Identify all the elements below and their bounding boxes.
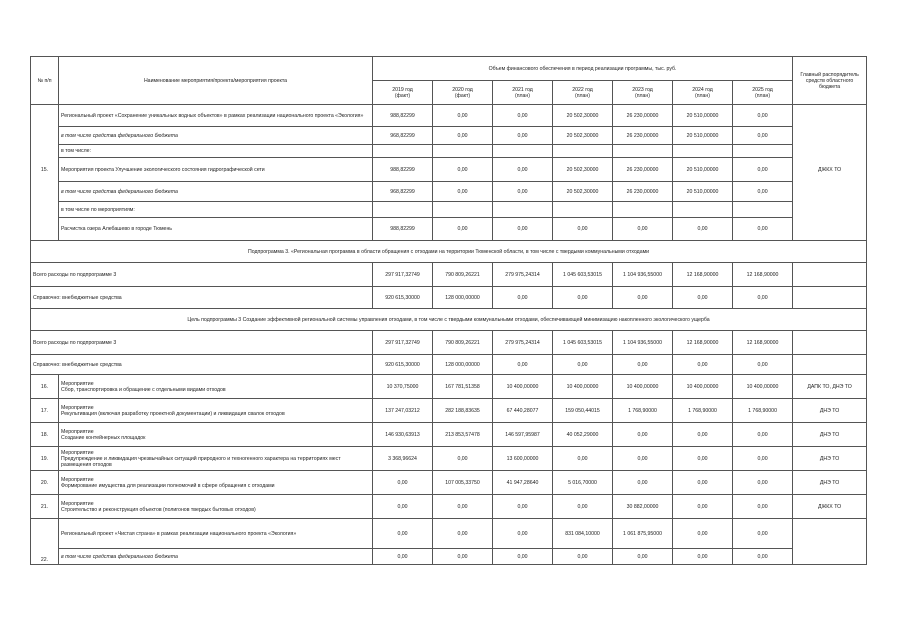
cell-value: 26 230,00000 <box>613 158 673 182</box>
cell-value: 0,00 <box>733 447 793 471</box>
subprogram-title: Подпрограмма 3. «Региональная программа в области обращения с отходами на территории Тюменской области, в том числе с твердыми коммунальными отходами <box>31 241 867 263</box>
cell-value: 0,00 <box>493 182 553 202</box>
extra-label: Справочно: внебюджетные средства <box>31 355 373 375</box>
cell-value: 20 502,30000 <box>553 182 613 202</box>
table-row <box>31 495 867 519</box>
cell-responsible <box>793 549 867 565</box>
cell-value: 0,00 <box>553 218 613 241</box>
cell-value: 0,00 <box>733 471 793 495</box>
row-name <box>59 471 373 495</box>
cell-value: 0,00 <box>493 495 553 519</box>
header-year: 2022 год (план) <box>553 81 613 105</box>
row-name <box>59 375 373 399</box>
cell-value: 0,00 <box>673 287 733 309</box>
cell-value: 0,00 <box>493 549 553 565</box>
cell-responsible <box>793 218 867 241</box>
cell-value: 0,00 <box>433 182 493 202</box>
row-num: 18. <box>31 423 59 447</box>
cell-value: 1 768,90000 <box>733 399 793 423</box>
cell-value: 10 400,00000 <box>613 375 673 399</box>
total-label: Всего расходы по подпрограмме 3 <box>31 263 373 287</box>
measure-kind: Мероприятие <box>61 428 94 435</box>
cell-value: 1 768,90000 <box>613 399 673 423</box>
header-year: 2021 год (план) <box>493 81 553 105</box>
cell-responsible <box>793 331 867 355</box>
cell-value: 12 168,90000 <box>733 331 793 355</box>
cell-value: 0,00 <box>613 447 673 471</box>
row-num <box>31 519 59 549</box>
cell-value: 0,00 <box>733 549 793 565</box>
row-num: 21. <box>31 495 59 519</box>
document-page <box>30 56 866 565</box>
cell-value: 0,00 <box>733 182 793 202</box>
cell-value: 10 400,00000 <box>553 375 613 399</box>
header-year: 2025 год (план) <box>733 81 793 105</box>
table-row <box>31 182 867 202</box>
row-num <box>31 105 59 127</box>
measure-name: Создание контейнерных площадок <box>61 434 146 441</box>
cell-value: 20 502,30000 <box>553 127 613 145</box>
table-row <box>31 399 867 423</box>
cell-value: 1 768,90000 <box>673 399 733 423</box>
cell-value: 0,00 <box>553 495 613 519</box>
cell-value <box>493 202 553 218</box>
cell-value: 30 882,00000 <box>613 495 673 519</box>
header-year: 2020 год (факт) <box>433 81 493 105</box>
header-volume: Объем финансового обеспечения в период реализации программы, тыс. руб. <box>373 57 793 81</box>
cell-value: 0,00 <box>433 105 493 127</box>
cell-value: 297 917,32749 <box>373 331 433 355</box>
cell-value: 0,00 <box>733 105 793 127</box>
cell-value: 0,00 <box>733 423 793 447</box>
row-name: в том числе: <box>59 145 373 158</box>
cell-value: 0,00 <box>493 287 553 309</box>
goal-title: Цель подпрограммы 3 Создание эффективной региональной системы управления отходами, в том числе с твердыми коммунальными отходами, обеспечивающей минимизацию накопленного экологического ущерба <box>31 309 867 331</box>
header-year: 2019 год (факт) <box>373 81 433 105</box>
cell-value: 0,00 <box>733 519 793 549</box>
row-num: 16. <box>31 375 59 399</box>
cell-value: 13 600,00000 <box>493 447 553 471</box>
measure-name: Формирование имущества для реализации полномочий в сфере обращения с отходами <box>61 482 275 489</box>
cell-responsible <box>793 519 867 549</box>
row-num <box>31 218 59 241</box>
table-row <box>31 145 867 158</box>
row-name: Мероприятия проекта Улучшение экологического состояния гидрографической сети <box>59 158 373 182</box>
cell-value: 20 510,00000 <box>673 105 733 127</box>
extra-label: Справочно: внебюджетные средства <box>31 287 373 309</box>
cell-value: 107 005,33750 <box>433 471 493 495</box>
row-name <box>59 423 373 447</box>
cell-value: 0,00 <box>733 495 793 519</box>
cell-value: 920 615,30000 <box>373 355 433 375</box>
cell-value: 20 502,30000 <box>553 158 613 182</box>
cell-value: 67 440,28077 <box>493 399 553 423</box>
cell-value: 790 809,26221 <box>433 263 493 287</box>
extra-row <box>31 355 867 375</box>
measure-kind: Мероприятие <box>61 404 94 411</box>
cell-value: 968,82299 <box>373 127 433 145</box>
cell-responsible: ДНЭ ТО <box>793 447 867 471</box>
cell-responsible <box>793 182 867 202</box>
cell-value: 20 510,00000 <box>673 182 733 202</box>
cell-value: 0,00 <box>613 423 673 447</box>
table-row <box>31 105 867 127</box>
cell-value <box>733 145 793 158</box>
row-name: в том числе средства федерального бюджета <box>59 127 373 145</box>
cell-value: 10 370,75000 <box>373 375 433 399</box>
cell-value: 1 045 603,53015 <box>553 263 613 287</box>
row-num <box>31 127 59 145</box>
table-row <box>31 158 867 182</box>
cell-responsible: ДНЭ ТО <box>793 423 867 447</box>
measure-name: Предупреждение и ликвидация чрезвычайных ситуаций природного и техногенного характера на территориях мест размещения отходов <box>61 455 341 468</box>
table-row <box>31 519 867 549</box>
cell-value: 0,00 <box>733 127 793 145</box>
cell-value: 20 510,00000 <box>673 158 733 182</box>
cell-value: 0,00 <box>493 127 553 145</box>
cell-value: 0,00 <box>433 218 493 241</box>
cell-value <box>673 145 733 158</box>
cell-value <box>613 145 673 158</box>
cell-value: 0,00 <box>373 495 433 519</box>
cell-responsible: ДНЭ ТО <box>793 471 867 495</box>
cell-responsible <box>793 127 867 145</box>
cell-responsible <box>793 145 867 158</box>
table-row <box>31 375 867 399</box>
extra-row <box>31 287 867 309</box>
row-num <box>31 202 59 218</box>
cell-value: 26 230,00000 <box>613 105 673 127</box>
header-year: 2024 год (план) <box>673 81 733 105</box>
header-name: Наименование мероприятия/проекта/мероприятия проекта <box>59 57 373 105</box>
cell-value: 0,00 <box>373 519 433 549</box>
cell-responsible <box>793 263 867 287</box>
cell-value: 279 975,24314 <box>493 331 553 355</box>
measure-name: Строительство и реконструкция объектов (полигонов твердых бытовых отходов) <box>61 506 256 513</box>
cell-value: 0,00 <box>553 549 613 565</box>
cell-value: 146 930,63913 <box>373 423 433 447</box>
cell-value: 0,00 <box>613 471 673 495</box>
row-name <box>59 495 373 519</box>
cell-responsible: ДЖКХ ТО <box>793 158 867 182</box>
cell-value <box>493 145 553 158</box>
cell-value: 0,00 <box>613 355 673 375</box>
cell-value: 0,00 <box>493 105 553 127</box>
cell-value: 0,00 <box>433 549 493 565</box>
cell-value: 0,00 <box>433 495 493 519</box>
cell-value: 128 000,00000 <box>433 287 493 309</box>
measure-kind: Мероприятие <box>61 500 94 507</box>
cell-responsible: ДАПК ТО, ДНЭ ТО <box>793 375 867 399</box>
cell-value: 0,00 <box>373 549 433 565</box>
row-num <box>31 145 59 158</box>
total-row <box>31 263 867 287</box>
cell-value: 0,00 <box>673 519 733 549</box>
cell-value: 12 168,90000 <box>733 263 793 287</box>
goal-title-row <box>31 309 867 331</box>
cell-value: 988,82299 <box>373 158 433 182</box>
row-name <box>59 447 373 471</box>
cell-value: 0,00 <box>433 447 493 471</box>
cell-value: 167 781,51358 <box>433 375 493 399</box>
row-name: Региональный проект «Сохранение уникальных водных объектов» в рамках реализации национального проекта «Экология» <box>59 105 373 127</box>
cell-value <box>673 202 733 218</box>
cell-value: 10 400,00000 <box>733 375 793 399</box>
cell-value: 159 050,44015 <box>553 399 613 423</box>
cell-value <box>433 202 493 218</box>
cell-value: 40 052,29000 <box>553 423 613 447</box>
table-row <box>31 202 867 218</box>
row-num: 15. <box>31 158 59 182</box>
cell-value: 0,00 <box>613 287 673 309</box>
cell-responsible <box>793 355 867 375</box>
cell-value: 1 045 603,53015 <box>553 331 613 355</box>
header-num: № п/п <box>31 57 59 105</box>
cell-value <box>373 202 433 218</box>
cell-value: 0,00 <box>613 218 673 241</box>
total-label: Всего расходы по подпрограмме 3 <box>31 331 373 355</box>
cell-value: 0,00 <box>493 218 553 241</box>
cell-value: 297 917,32749 <box>373 263 433 287</box>
cell-value: 831 084,10000 <box>553 519 613 549</box>
cell-responsible <box>793 202 867 218</box>
cell-value: 41 947,28640 <box>493 471 553 495</box>
cell-value: 0,00 <box>433 127 493 145</box>
cell-value: 0,00 <box>553 287 613 309</box>
cell-value: 5 016,70000 <box>553 471 613 495</box>
cell-value: 0,00 <box>673 471 733 495</box>
cell-value: 0,00 <box>493 355 553 375</box>
cell-value: 3 368,96624 <box>373 447 433 471</box>
cell-value: 0,00 <box>553 355 613 375</box>
total-row <box>31 331 867 355</box>
table-row <box>31 471 867 495</box>
cell-value: 128 000,00000 <box>433 355 493 375</box>
cell-value: 10 400,00000 <box>673 375 733 399</box>
cell-value: 968,82299 <box>373 182 433 202</box>
finance-table <box>30 56 867 565</box>
header-year: 2023 год (план) <box>613 81 673 105</box>
cell-value: 26 230,00000 <box>613 127 673 145</box>
cell-value: 279 975,24314 <box>493 263 553 287</box>
cell-value: 0,00 <box>673 447 733 471</box>
cell-value: 10 400,00000 <box>493 375 553 399</box>
cell-value: 0,00 <box>733 355 793 375</box>
cell-value: 0,00 <box>373 471 433 495</box>
cell-responsible <box>793 287 867 309</box>
cell-value: 0,00 <box>673 549 733 565</box>
cell-value: 12 168,90000 <box>673 331 733 355</box>
row-num: 22. <box>31 549 59 565</box>
cell-value: 920 615,30000 <box>373 287 433 309</box>
row-name: в том числе по мероприятиям: <box>59 202 373 218</box>
row-num: 17. <box>31 399 59 423</box>
cell-value <box>553 145 613 158</box>
table-row <box>31 549 867 565</box>
cell-value: 1 104 936,55000 <box>613 263 673 287</box>
cell-value: 988,82299 <box>373 105 433 127</box>
row-name: в том числе средства федерального бюджета <box>59 182 373 202</box>
cell-value: 213 853,57478 <box>433 423 493 447</box>
cell-value: 0,00 <box>733 287 793 309</box>
cell-value: 0,00 <box>673 355 733 375</box>
row-name: Региональный проект «Чистая страна» в рамках реализации национального проекта «Экология» <box>59 519 373 549</box>
cell-value: 0,00 <box>493 158 553 182</box>
cell-value: 0,00 <box>613 549 673 565</box>
cell-value <box>553 202 613 218</box>
cell-value: 26 230,00000 <box>613 182 673 202</box>
measure-kind: Мероприятие <box>61 476 94 483</box>
cell-value: 0,00 <box>553 447 613 471</box>
table-row <box>31 423 867 447</box>
cell-value: 20 510,00000 <box>673 127 733 145</box>
cell-value: 282 188,83635 <box>433 399 493 423</box>
cell-value <box>373 145 433 158</box>
cell-value: 0,00 <box>673 423 733 447</box>
cell-value <box>733 202 793 218</box>
table-row <box>31 447 867 471</box>
cell-value: 1 104 936,55000 <box>613 331 673 355</box>
cell-value: 988,82299 <box>373 218 433 241</box>
cell-value: 146 597,95987 <box>493 423 553 447</box>
cell-value: 0,00 <box>673 218 733 241</box>
cell-value <box>433 145 493 158</box>
table-row <box>31 218 867 241</box>
cell-responsible <box>793 105 867 127</box>
row-num: 20. <box>31 471 59 495</box>
header-responsible: Главный распорядитель средств областного бюджета <box>793 57 867 105</box>
cell-value: 0,00 <box>433 519 493 549</box>
row-name <box>59 399 373 423</box>
cell-value: 137 247,03212 <box>373 399 433 423</box>
measure-name: Рекультивация (включая разработку проектной документации) и ликвидация свалок отходов <box>61 410 285 417</box>
cell-responsible: ДНЭ ТО <box>793 399 867 423</box>
cell-value <box>613 202 673 218</box>
table-row <box>31 127 867 145</box>
measure-kind: Мероприятие <box>61 380 94 387</box>
cell-value: 0,00 <box>733 158 793 182</box>
cell-value: 0,00 <box>493 519 553 549</box>
row-num: 19. <box>31 447 59 471</box>
measure-name: Сбор, транспортировка и обращение с отдельными видами отходов <box>61 386 226 393</box>
row-num <box>31 182 59 202</box>
subprogram-title-row <box>31 241 867 263</box>
cell-value: 0,00 <box>433 158 493 182</box>
row-name: в том числе средства федерального бюджета <box>59 549 373 565</box>
cell-value: 0,00 <box>733 218 793 241</box>
cell-responsible: ДЖКХ ТО <box>793 495 867 519</box>
cell-value: 790 809,26221 <box>433 331 493 355</box>
cell-value: 1 061 875,95000 <box>613 519 673 549</box>
cell-value: 12 168,90000 <box>673 263 733 287</box>
measure-kind: Мероприятие <box>61 449 94 456</box>
row-name: Расчистка озера Алебашево в городе Тюмень <box>59 218 373 241</box>
cell-value: 20 502,30000 <box>553 105 613 127</box>
cell-value: 0,00 <box>673 495 733 519</box>
